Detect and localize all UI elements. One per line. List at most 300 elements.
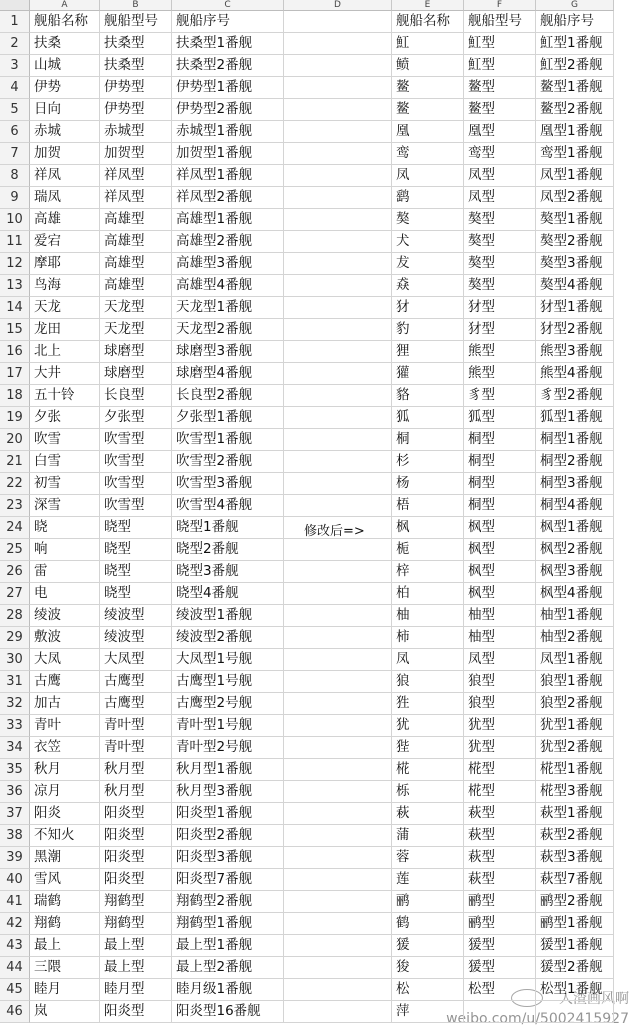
- cell[interactable]: 赤城型1番舰: [172, 121, 284, 143]
- cell[interactable]: 獒型: [464, 231, 536, 253]
- cell[interactable]: 古鹰型1号舰: [172, 671, 284, 693]
- cell[interactable]: 阳炎型3番舰: [172, 847, 284, 869]
- cell[interactable]: 凤型2番舰: [536, 187, 614, 209]
- cell[interactable]: 阳炎型: [100, 847, 172, 869]
- cell[interactable]: 舰船名称: [30, 11, 100, 33]
- row-header[interactable]: 36: [0, 781, 30, 803]
- cell[interactable]: 天龙型2番舰: [172, 319, 284, 341]
- cell[interactable]: [284, 935, 392, 957]
- cell[interactable]: 青叶型: [100, 737, 172, 759]
- cell[interactable]: 猨型: [464, 935, 536, 957]
- cell[interactable]: [284, 693, 392, 715]
- cell[interactable]: 雷: [30, 561, 100, 583]
- cell[interactable]: 犲型: [464, 319, 536, 341]
- cell[interactable]: 萍: [392, 1001, 464, 1023]
- cell[interactable]: 鳌: [392, 77, 464, 99]
- cell[interactable]: [284, 583, 392, 605]
- cell[interactable]: 蒲: [392, 825, 464, 847]
- cell[interactable]: [284, 187, 392, 209]
- cell[interactable]: 伊势: [30, 77, 100, 99]
- cell[interactable]: 鳌型1番舰: [536, 77, 614, 99]
- column-header-c[interactable]: C: [172, 0, 284, 11]
- cell[interactable]: 椛型: [464, 781, 536, 803]
- row-header[interactable]: 25: [0, 539, 30, 561]
- cell[interactable]: 大井: [30, 363, 100, 385]
- cell[interactable]: 古鹰型: [100, 693, 172, 715]
- cell[interactable]: [284, 495, 392, 517]
- cell[interactable]: 天龙型: [100, 319, 172, 341]
- cell[interactable]: 吹雪型: [100, 429, 172, 451]
- row-header[interactable]: 45: [0, 979, 30, 1001]
- cell[interactable]: 柚型: [464, 627, 536, 649]
- cell[interactable]: 凰: [392, 121, 464, 143]
- cell[interactable]: 桐型4番舰: [536, 495, 614, 517]
- cell[interactable]: 桐型1番舰: [536, 429, 614, 451]
- cell[interactable]: 祥凤型: [100, 187, 172, 209]
- cell[interactable]: 柚型1番舰: [536, 605, 614, 627]
- cell[interactable]: [284, 451, 392, 473]
- cell[interactable]: 凉月: [30, 781, 100, 803]
- cell[interactable]: 加古: [30, 693, 100, 715]
- cell[interactable]: 青叶型1号舰: [172, 715, 284, 737]
- cell[interactable]: 柚型: [464, 605, 536, 627]
- cell[interactable]: 桐型: [464, 429, 536, 451]
- row-header[interactable]: 23: [0, 495, 30, 517]
- column-header-a[interactable]: A: [30, 0, 100, 11]
- cell[interactable]: 阳炎型1番舰: [172, 803, 284, 825]
- cell[interactable]: 鸾: [392, 143, 464, 165]
- cell[interactable]: 柚型2番舰: [536, 627, 614, 649]
- cell[interactable]: 雪风: [30, 869, 100, 891]
- cell[interactable]: 阳炎型7番舰: [172, 869, 284, 891]
- cell[interactable]: 狼型: [464, 693, 536, 715]
- cell[interactable]: 翔鹤型: [100, 891, 172, 913]
- cell[interactable]: [284, 165, 392, 187]
- cell[interactable]: 高雄: [30, 209, 100, 231]
- row-header[interactable]: 13: [0, 275, 30, 297]
- cell[interactable]: [284, 737, 392, 759]
- cell[interactable]: 狴: [392, 737, 464, 759]
- cell[interactable]: 狼型: [464, 671, 536, 693]
- cell[interactable]: 秋月型3番舰: [172, 781, 284, 803]
- cell[interactable]: 高雄型4番舰: [172, 275, 284, 297]
- cell[interactable]: 舰船名称: [392, 11, 464, 33]
- cell[interactable]: 球磨型4番舰: [172, 363, 284, 385]
- cell[interactable]: 祥凤型1番舰: [172, 165, 284, 187]
- cell[interactable]: 獒型1番舰: [536, 209, 614, 231]
- cell[interactable]: 球磨型: [100, 341, 172, 363]
- cell[interactable]: 响: [30, 539, 100, 561]
- cell[interactable]: 萩型: [464, 825, 536, 847]
- cell[interactable]: 祥凤: [30, 165, 100, 187]
- cell[interactable]: 猨: [392, 935, 464, 957]
- cell[interactable]: 夕张型1番舰: [172, 407, 284, 429]
- cell[interactable]: 最上型2番舰: [172, 957, 284, 979]
- row-header[interactable]: 9: [0, 187, 30, 209]
- cell[interactable]: [284, 605, 392, 627]
- cell[interactable]: 祥凤型: [100, 165, 172, 187]
- cell[interactable]: 高雄型: [100, 275, 172, 297]
- row-header[interactable]: 3: [0, 55, 30, 77]
- cell[interactable]: 萩: [392, 803, 464, 825]
- row-header[interactable]: 33: [0, 715, 30, 737]
- cell[interactable]: [464, 1001, 536, 1023]
- cell[interactable]: 椛型: [464, 759, 536, 781]
- cell[interactable]: 鳌型: [464, 77, 536, 99]
- cell[interactable]: 狻: [392, 957, 464, 979]
- cell[interactable]: 晓型2番舰: [172, 539, 284, 561]
- cell[interactable]: 狐型1番舰: [536, 407, 614, 429]
- cell[interactable]: 爱宕: [30, 231, 100, 253]
- cell[interactable]: 高雄型3番舰: [172, 253, 284, 275]
- row-header[interactable]: 2: [0, 33, 30, 55]
- cell[interactable]: 龙田: [30, 319, 100, 341]
- cell[interactable]: 舰船序号: [536, 11, 614, 33]
- row-header[interactable]: 35: [0, 759, 30, 781]
- cell[interactable]: [284, 913, 392, 935]
- cell[interactable]: 球磨型: [100, 363, 172, 385]
- row-header[interactable]: 15: [0, 319, 30, 341]
- cell[interactable]: 青叶型2号舰: [172, 737, 284, 759]
- cell[interactable]: 凰型: [464, 121, 536, 143]
- cell[interactable]: 球磨型3番舰: [172, 341, 284, 363]
- cell[interactable]: [284, 473, 392, 495]
- cell[interactable]: [284, 407, 392, 429]
- cell[interactable]: 犹型: [464, 737, 536, 759]
- cell[interactable]: 凤: [392, 649, 464, 671]
- cell[interactable]: 长良型2番舰: [172, 385, 284, 407]
- cell[interactable]: 梧: [392, 495, 464, 517]
- cell[interactable]: 桐: [392, 429, 464, 451]
- cell[interactable]: 犲: [392, 297, 464, 319]
- cell[interactable]: 熊型3番舰: [536, 341, 614, 363]
- cell[interactable]: 大凤: [30, 649, 100, 671]
- cell[interactable]: [284, 979, 392, 1001]
- cell[interactable]: 白雪: [30, 451, 100, 473]
- row-header[interactable]: 42: [0, 913, 30, 935]
- cell[interactable]: 犬: [392, 231, 464, 253]
- cell[interactable]: 扶桑型2番舰: [172, 55, 284, 77]
- cell[interactable]: 吹雪型3番舰: [172, 473, 284, 495]
- cell[interactable]: 绫波: [30, 605, 100, 627]
- column-header-b[interactable]: B: [100, 0, 172, 11]
- cell[interactable]: 凰型1番舰: [536, 121, 614, 143]
- cell[interactable]: 狐型: [464, 407, 536, 429]
- cell[interactable]: 阳炎型16番舰: [172, 1001, 284, 1023]
- cell[interactable]: 阳炎型: [100, 825, 172, 847]
- cell[interactable]: 犹: [392, 715, 464, 737]
- cell[interactable]: 高雄型: [100, 231, 172, 253]
- cell[interactable]: [284, 99, 392, 121]
- cell[interactable]: [284, 341, 392, 363]
- cell[interactable]: 萩型1番舰: [536, 803, 614, 825]
- cell[interactable]: 獾: [392, 363, 464, 385]
- cell[interactable]: [284, 1001, 392, 1023]
- cell[interactable]: 桐型: [464, 495, 536, 517]
- row-header[interactable]: 21: [0, 451, 30, 473]
- cell[interactable]: 五十铃: [30, 385, 100, 407]
- cell[interactable]: 阳炎型: [100, 1001, 172, 1023]
- cell[interactable]: 栀: [392, 539, 464, 561]
- cell[interactable]: 不知火: [30, 825, 100, 847]
- cell[interactable]: 初雪: [30, 473, 100, 495]
- cell[interactable]: 三隈: [30, 957, 100, 979]
- cell[interactable]: 深雪: [30, 495, 100, 517]
- row-header[interactable]: 8: [0, 165, 30, 187]
- cell[interactable]: 阳炎型: [100, 803, 172, 825]
- cell[interactable]: [284, 385, 392, 407]
- cell[interactable]: 秋月型: [100, 759, 172, 781]
- cell[interactable]: 扶桑型: [100, 55, 172, 77]
- cell[interactable]: [284, 253, 392, 275]
- cell[interactable]: [284, 231, 392, 253]
- cell[interactable]: 魟型: [464, 55, 536, 77]
- row-header[interactable]: 17: [0, 363, 30, 385]
- cell[interactable]: 秋月型1番舰: [172, 759, 284, 781]
- cell[interactable]: 摩耶: [30, 253, 100, 275]
- cell[interactable]: [284, 209, 392, 231]
- row-header[interactable]: 24: [0, 517, 30, 539]
- cell[interactable]: 枫型: [464, 517, 536, 539]
- cell[interactable]: 萩型2番舰: [536, 825, 614, 847]
- row-header[interactable]: 7: [0, 143, 30, 165]
- row-header[interactable]: 30: [0, 649, 30, 671]
- cell[interactable]: 阳炎型2番舰: [172, 825, 284, 847]
- cell[interactable]: 高雄型: [100, 253, 172, 275]
- cell[interactable]: [284, 33, 392, 55]
- cell[interactable]: 山城: [30, 55, 100, 77]
- cell[interactable]: 大凤型1号舰: [172, 649, 284, 671]
- cell[interactable]: 枫型: [464, 561, 536, 583]
- cell[interactable]: 猨型: [464, 957, 536, 979]
- cell[interactable]: 萩型7番舰: [536, 869, 614, 891]
- cell[interactable]: 晓型3番舰: [172, 561, 284, 583]
- cell[interactable]: 睦月: [30, 979, 100, 1001]
- cell[interactable]: 绫波型2番舰: [172, 627, 284, 649]
- cell[interactable]: 最上型: [100, 957, 172, 979]
- cell[interactable]: 杉: [392, 451, 464, 473]
- cell[interactable]: 天龙型1番舰: [172, 297, 284, 319]
- cell[interactable]: [284, 121, 392, 143]
- cell[interactable]: 晓: [30, 517, 100, 539]
- row-header[interactable]: 37: [0, 803, 30, 825]
- cell[interactable]: 獒型2番舰: [536, 231, 614, 253]
- cell[interactable]: 晓型: [100, 561, 172, 583]
- cell[interactable]: 椛: [392, 759, 464, 781]
- row-header[interactable]: 16: [0, 341, 30, 363]
- cell[interactable]: 熊型4番舰: [536, 363, 614, 385]
- cell[interactable]: 狐: [392, 407, 464, 429]
- cell[interactable]: [284, 891, 392, 913]
- cell[interactable]: [284, 11, 392, 33]
- cell[interactable]: 柏: [392, 583, 464, 605]
- cell[interactable]: 鸾型: [464, 143, 536, 165]
- row-header[interactable]: 46: [0, 1001, 30, 1023]
- cell[interactable]: 獒型: [464, 275, 536, 297]
- cell[interactable]: [284, 143, 392, 165]
- cell[interactable]: 狼: [392, 671, 464, 693]
- cell[interactable]: 獒: [392, 209, 464, 231]
- cell[interactable]: [284, 627, 392, 649]
- cell[interactable]: 鹞: [392, 187, 464, 209]
- cell[interactable]: 豸型: [464, 385, 536, 407]
- cell[interactable]: 桐型: [464, 473, 536, 495]
- cell[interactable]: 鹂型: [464, 913, 536, 935]
- cell[interactable]: [536, 1001, 614, 1023]
- cell[interactable]: 凤型1番舰: [536, 165, 614, 187]
- cell[interactable]: [284, 957, 392, 979]
- cell[interactable]: 扶桑型: [100, 33, 172, 55]
- cell[interactable]: 天龙: [30, 297, 100, 319]
- cell[interactable]: 加贺: [30, 143, 100, 165]
- cell[interactable]: 翔鹤型1番舰: [172, 913, 284, 935]
- cell[interactable]: 青叶型: [100, 715, 172, 737]
- cell[interactable]: [284, 297, 392, 319]
- cell[interactable]: 枫型4番舰: [536, 583, 614, 605]
- row-header[interactable]: 29: [0, 627, 30, 649]
- cell[interactable]: 舰船型号: [464, 11, 536, 33]
- cell[interactable]: 猨型1番舰: [536, 935, 614, 957]
- cell[interactable]: [284, 825, 392, 847]
- cell[interactable]: 高雄型: [100, 209, 172, 231]
- cell[interactable]: 犹型1番舰: [536, 715, 614, 737]
- cell[interactable]: 高雄型2番舰: [172, 231, 284, 253]
- cell[interactable]: 蓉: [392, 847, 464, 869]
- cell[interactable]: 睦月级1番舰: [172, 979, 284, 1001]
- cell[interactable]: 吹雪型: [100, 495, 172, 517]
- cell[interactable]: 鲼: [392, 55, 464, 77]
- cell[interactable]: 吹雪型: [100, 473, 172, 495]
- cell[interactable]: 伊势型1番舰: [172, 77, 284, 99]
- row-header[interactable]: 1: [0, 11, 30, 33]
- cell[interactable]: 松型1番舰: [536, 979, 614, 1001]
- cell[interactable]: [284, 77, 392, 99]
- cell[interactable]: 狼型2番舰: [536, 693, 614, 715]
- cell[interactable]: 凤型: [464, 649, 536, 671]
- cell[interactable]: 狼型1番舰: [536, 671, 614, 693]
- column-header-g[interactable]: G: [536, 0, 614, 11]
- row-header[interactable]: 6: [0, 121, 30, 143]
- cell[interactable]: 鳌型: [464, 99, 536, 121]
- row-header[interactable]: 20: [0, 429, 30, 451]
- row-header[interactable]: 44: [0, 957, 30, 979]
- cell[interactable]: 萩型: [464, 847, 536, 869]
- cell[interactable]: 鹂型1番舰: [536, 913, 614, 935]
- cell[interactable]: 枫型2番舰: [536, 539, 614, 561]
- row-header[interactable]: 5: [0, 99, 30, 121]
- cell[interactable]: 凤型1番舰: [536, 649, 614, 671]
- cell[interactable]: 绫波型: [100, 605, 172, 627]
- cell[interactable]: 舰船型号: [100, 11, 172, 33]
- cell[interactable]: 魟型: [464, 33, 536, 55]
- cell[interactable]: 犲型: [464, 297, 536, 319]
- cell[interactable]: 赤城型: [100, 121, 172, 143]
- cell[interactable]: 栎: [392, 781, 464, 803]
- cell[interactable]: 绫波型1番舰: [172, 605, 284, 627]
- cell[interactable]: [284, 539, 392, 561]
- row-header[interactable]: 12: [0, 253, 30, 275]
- cell[interactable]: 扶桑型1番舰: [172, 33, 284, 55]
- cell[interactable]: 獒型: [464, 253, 536, 275]
- cell[interactable]: 北上: [30, 341, 100, 363]
- cell[interactable]: 吹雪型2番舰: [172, 451, 284, 473]
- cell[interactable]: 柿: [392, 627, 464, 649]
- row-header[interactable]: 34: [0, 737, 30, 759]
- cell[interactable]: [284, 275, 392, 297]
- cell[interactable]: 桐型3番舰: [536, 473, 614, 495]
- cell[interactable]: 瑞鹤: [30, 891, 100, 913]
- cell[interactable]: 睦月型: [100, 979, 172, 1001]
- cell[interactable]: 加贺型1番舰: [172, 143, 284, 165]
- cell[interactable]: 阳炎型: [100, 869, 172, 891]
- cell[interactable]: 青叶: [30, 715, 100, 737]
- row-header[interactable]: 10: [0, 209, 30, 231]
- cell[interactable]: 鳌型2番舰: [536, 99, 614, 121]
- cell[interactable]: 犮: [392, 253, 464, 275]
- cell[interactable]: 敷波: [30, 627, 100, 649]
- cell[interactable]: 扶桑: [30, 33, 100, 55]
- cell[interactable]: 晓型4番舰: [172, 583, 284, 605]
- cell[interactable]: 枫型: [464, 539, 536, 561]
- row-header[interactable]: 27: [0, 583, 30, 605]
- cell[interactable]: 梓: [392, 561, 464, 583]
- cell[interactable]: [284, 429, 392, 451]
- row-header[interactable]: 18: [0, 385, 30, 407]
- cell[interactable]: [284, 649, 392, 671]
- cell[interactable]: 最上型1番舰: [172, 935, 284, 957]
- cell[interactable]: 鸾型1番舰: [536, 143, 614, 165]
- cell[interactable]: 猨型2番舰: [536, 957, 614, 979]
- cell[interactable]: 獒型3番舰: [536, 253, 614, 275]
- cell[interactable]: 瑞凤: [30, 187, 100, 209]
- cell[interactable]: 凤型: [464, 187, 536, 209]
- cell[interactable]: 鹂: [392, 891, 464, 913]
- row-header[interactable]: 11: [0, 231, 30, 253]
- column-header-e[interactable]: E: [392, 0, 464, 11]
- cell[interactable]: 狸: [392, 341, 464, 363]
- row-header[interactable]: 41: [0, 891, 30, 913]
- cell[interactable]: 古鹰型2号舰: [172, 693, 284, 715]
- cell[interactable]: 枫型: [464, 583, 536, 605]
- cell[interactable]: 翔鹤型2番舰: [172, 891, 284, 913]
- cell[interactable]: 黑潮: [30, 847, 100, 869]
- cell[interactable]: 魟: [392, 33, 464, 55]
- cell[interactable]: 电: [30, 583, 100, 605]
- cell[interactable]: [284, 803, 392, 825]
- cell[interactable]: [284, 319, 392, 341]
- cell[interactable]: 鳌: [392, 99, 464, 121]
- cell[interactable]: 犲型1番舰: [536, 297, 614, 319]
- cell[interactable]: 吹雪型: [100, 451, 172, 473]
- cell[interactable]: 犹型: [464, 715, 536, 737]
- cell[interactable]: 犹型2番舰: [536, 737, 614, 759]
- cell[interactable]: 獒型4番舰: [536, 275, 614, 297]
- cell[interactable]: 舰船序号: [172, 11, 284, 33]
- cell[interactable]: 衣笠: [30, 737, 100, 759]
- cell[interactable]: 猋: [392, 275, 464, 297]
- cell[interactable]: 祥凤型2番舰: [172, 187, 284, 209]
- cell[interactable]: 椛型3番舰: [536, 781, 614, 803]
- cell[interactable]: 高雄型1番舰: [172, 209, 284, 231]
- cell[interactable]: 萩型: [464, 869, 536, 891]
- row-header[interactable]: 28: [0, 605, 30, 627]
- cell[interactable]: 豹: [392, 319, 464, 341]
- cell[interactable]: 伊势型2番舰: [172, 99, 284, 121]
- cell[interactable]: 枫型1番舰: [536, 517, 614, 539]
- cell[interactable]: 岚: [30, 1001, 100, 1023]
- row-header[interactable]: 22: [0, 473, 30, 495]
- cell[interactable]: 貉: [392, 385, 464, 407]
